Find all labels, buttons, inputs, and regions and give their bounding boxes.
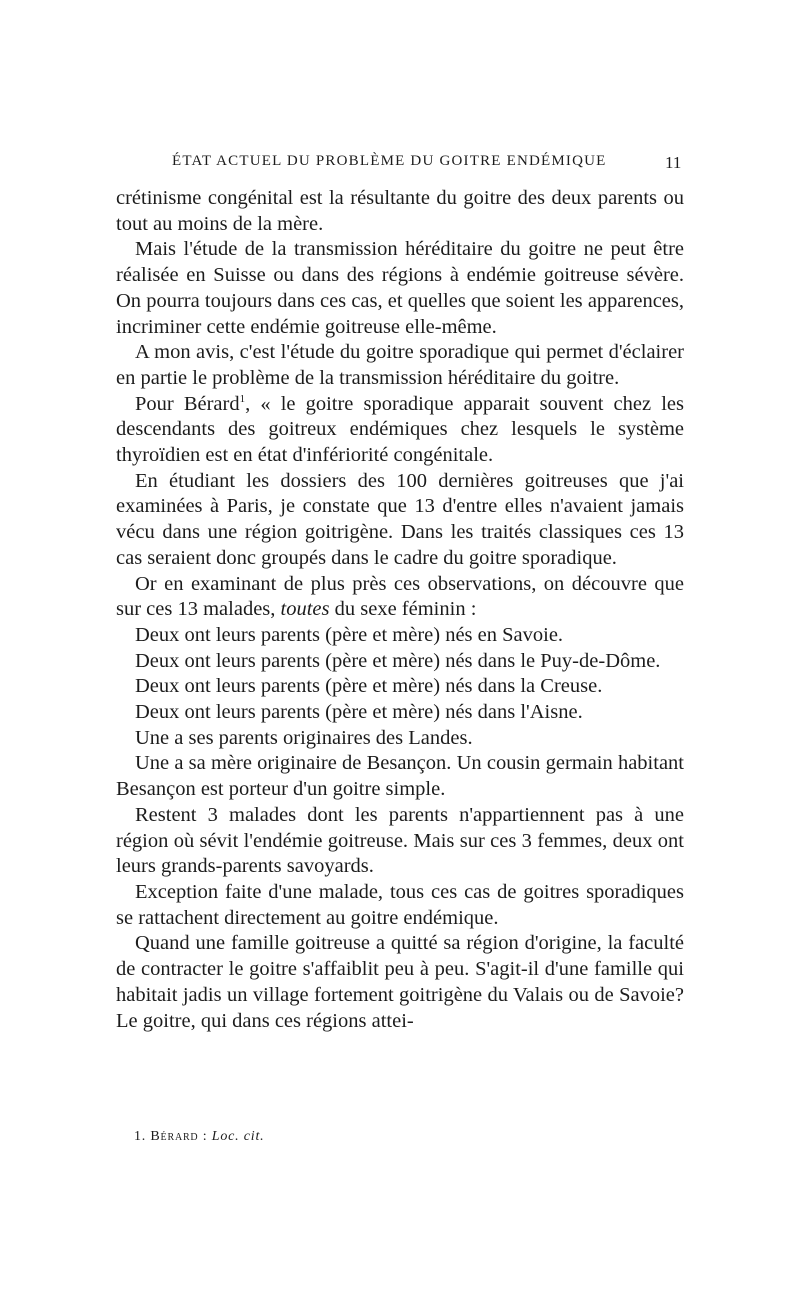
footnote-reference: Loc. cit. — [211, 1129, 265, 1144]
paragraph: crétinisme congénital est la résultante du goitre des deux parents ou tout au moins de la mère. — [116, 187, 684, 235]
footnote-separator: : — [202, 1129, 208, 1144]
paragraph-text: Or en examinant de plus près ces observations, on découvre que sur ces 13 malades, — [116, 572, 684, 621]
paragraph: Quand une famille goitreuse a quitté sa région d'origine, la faculté de contracter le goitre s'affaiblit peu à peu. S'agit-il d'une famille qui habitait jadis un village fortement goitrigène du Valais ou de Savoie? Le goitre, qui dans ces régions attei- — [116, 932, 684, 1032]
list-item: Deux ont leurs parents (père et mère) nés en Savoie. — [135, 623, 564, 646]
footnote-marker: 1 — [239, 392, 246, 405]
footnote-number: 1. — [134, 1129, 147, 1144]
paragraph: En étudiant les dossiers des 100 dernières goitreuses que j'ai examinées à Paris, je constate que 13 d'entre elles n'avaient jamais vécu dans une région goitrigène. Dans les traités classiques ces 13 cas seraient donc groupés dans le cadre du goitre sporadique. — [116, 469, 684, 569]
paragraph: Exception faite d'une malade, tous ces cas de goitres sporadiques se rattachent directement au goitre endémique. — [116, 880, 684, 929]
paragraph: Restent 3 malades dont les parents n'appartiennent pas à une région où sévit l'endémie goitreuse. Mais sur ces 3 femmes, deux ont leurs grands-parents savoyards. — [116, 803, 684, 878]
paragraph: Mais l'étude de la transmission héréditaire du goitre ne peut être réalisée en Suisse ou dans des régions à endémie goitreuse sévère. On pourra toujours dans ces cas, et quelles que soient les apparences, incriminer cette endémie goitreuse elle-même. — [116, 238, 684, 338]
paragraph — [116, 392, 684, 469]
paragraph-text: Pour Bérard — [135, 392, 240, 415]
list-item: Une a sa mère originaire de Besançon. Un cousin germain habitant Besançon est porteur d'un goitre simple. — [116, 752, 684, 801]
list-item: Deux ont leurs parents (père et mère) nés dans le Puy-de-Dôme. — [135, 649, 661, 672]
paragraph-text: , « le goitre sporadique apparait souvent chez les descendants des goitreux endémiques chez lesquels le système thyroïdien est en état d'infériorité congénitale. — [116, 392, 684, 467]
emphasis: toutes — [280, 598, 330, 621]
paragraph-text: du sexe féminin : — [329, 598, 477, 621]
running-head — [0, 153, 800, 175]
running-head-title: ÉTAT ACTUEL DU PROBLÈME DU GOITRE ENDÉMIQUE — [172, 153, 607, 169]
paragraph — [116, 572, 684, 623]
list-item: Une a ses parents originaires des Landes. — [135, 726, 473, 749]
footnote — [134, 1129, 264, 1145]
body-text — [116, 186, 684, 1034]
footnote-author: Bérard — [150, 1129, 199, 1144]
list-item: Deux ont leurs parents (père et mère) nés dans l'Aisne. — [135, 701, 583, 724]
paragraph: A mon avis, c'est l'étude du goitre sporadique qui permet d'éclairer en partie le problème de la transmission héréditaire du goitre. — [116, 341, 684, 389]
page-number: 11 — [665, 153, 682, 172]
list-item: Deux ont leurs parents (père et mère) nés dans la Creuse. — [135, 675, 603, 698]
